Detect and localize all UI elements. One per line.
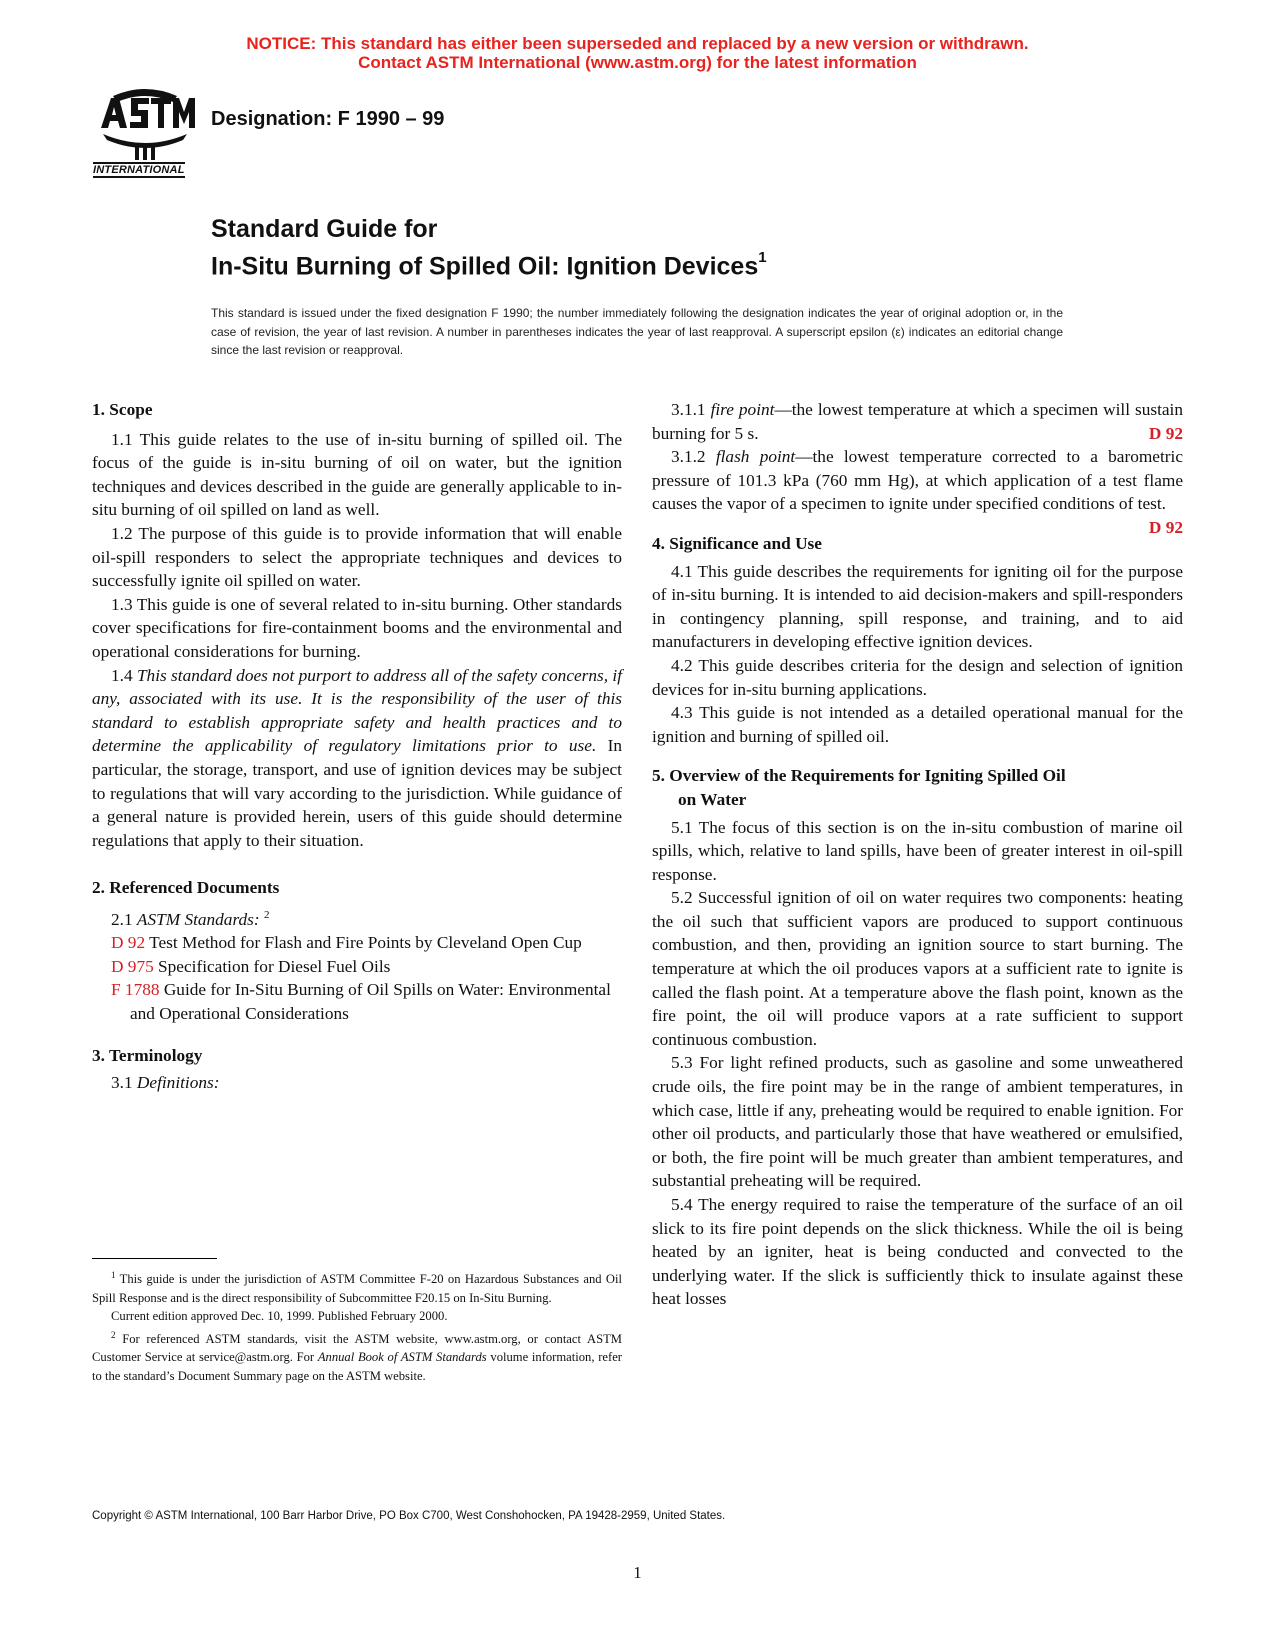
paragraph-1-3: 1.3 This guide is one of several related to in-situ burning. Other standards cover specifications for fire-containment booms and the environmental and operational considerations for burning. xyxy=(92,594,622,661)
right-column xyxy=(652,398,1183,1311)
standard-title: Test Method for Flash and Fire Points by Cleveland Open Cup xyxy=(145,933,582,953)
reference-link-d92[interactable]: D 92 xyxy=(1148,517,1183,537)
definition-fire-point: 3.1.1 fire point—the lowest temperature at which a specimen will sustain burning for 5 s. D 92 xyxy=(652,398,1183,445)
reference-link-d92[interactable]: D 92 xyxy=(1148,423,1183,443)
referenced-standard-item xyxy=(111,931,622,955)
definition-flash-point: 3.1.2 flash point—the lowest temperature corrected to a barometric pressure of 101.3 kPa (760 mm Hg), at which application of a test flame causes the vapor of a specimen to ignite under specified conditions of test. D 92 xyxy=(652,445,1183,516)
copyright-notice: Copyright © ASTM International, 100 Barr Harbor Drive, PO Box C700, West Conshohocken, PA 19428-2959, United States. xyxy=(92,1510,726,1522)
referenced-standard-item xyxy=(111,955,622,979)
logo-text: INTERNATIONAL xyxy=(93,164,185,176)
paragraph-5-3: 5.3 For light refined products, such as gasoline and some unweathered crude oils, the fire point may be in the range of ambient temperatures, in which case, little if any, preheating would be required to enable ignition. For other oil products, and particularly those that have weathered or emulsified, or both, the fire point will be much greater than ambient temperatures, and substantial preheating will be required. xyxy=(652,1053,1183,1191)
standard-code-link[interactable]: D 975 xyxy=(111,956,154,976)
paragraph-1-1: 1.1 This guide relates to the use of in-situ burning of spilled oil. The focus of the guide is in-situ burning of oil on water, but the ignition techniques and devices described in the guide are generally applicable to in-situ burning of oil spilled on land as well. xyxy=(92,429,622,520)
section-heading-significance: 4. Significance and Use xyxy=(652,533,822,553)
paragraph-1-2: 1.2 The purpose of this guide is to provide information that will enable oil-spill responders to select the appropriate techniques and devices to successfully ignite oil spilled on water. xyxy=(92,523,622,591)
notice-line-1: NOTICE: This standard has either been superseded and replaced by a new version or withdrawn. xyxy=(246,34,1029,53)
section-heading-scope: 1. Scope xyxy=(92,400,153,419)
referenced-standards-list xyxy=(92,931,622,1025)
issuance-statement: This standard is issued under the fixed designation F 1990; the number immediately following the designation indicates the year of original adoption or, in the case of revision, the year of last revision. A number in parentheses indicates the year of last reapproval. A superscript epsilon (ε) indicates an editorial change since the last revision or reapproval. xyxy=(211,306,1063,357)
paragraph-2-1: 2.1 ASTM Standards: $^2$ xyxy=(111,908,270,929)
notice-line-2: Contact ASTM International (www.astm.org) for the latest information xyxy=(358,53,917,72)
section-heading-referenced-documents: 2. Referenced Documents xyxy=(92,878,280,898)
footnote-2: $^2$ For referenced ASTM standards, visit the ASTM website, www.astm.org, or contact ASTM Customer Service at service@astm.org. For Annual Book of ASTM Standards volume information, refer to the standard’s Document Summary page on the ASTM website. xyxy=(92,1329,622,1383)
footnote-divider xyxy=(92,1258,217,1259)
document-title xyxy=(211,214,767,282)
designation: Designation: F 1990 – 99 xyxy=(211,108,445,130)
footnote-1-edition: Current edition approved Dec. 10, 1999. Published February 2000. xyxy=(111,1309,448,1324)
paragraph-5-4: 5.4 The energy required to raise the temperature of the surface of an oil slick to its fire point depends on the slick thickness. While the oil is being heated by an igniter, heat is being conducted and convected to the underlying water. If the slick is sufficiently thick to insulate against these heat losses xyxy=(652,1195,1183,1309)
footnote-1: $^1$ This guide is under the jurisdiction of ASTM Committee F-20 on Hazardous Substances and Oil Spill Response and is the direct responsibility of Subcommittee F20.15 on In-Situ Burning. xyxy=(92,1270,622,1305)
title-line-1: Standard Guide for xyxy=(211,215,438,243)
standard-title: Guide for In-Situ Burning of Oil Spills on Water: Environmental and Operational Considerations xyxy=(130,980,611,1024)
standard-code-link[interactable]: F 1788 xyxy=(111,980,160,1000)
withdrawal-notice xyxy=(0,34,1275,72)
paragraph-5-1: 5.1 The focus of this section is on the in-situ combustion of marine oil spills, which, relative to land spills, have been of greater interest in oil-spill response. xyxy=(652,817,1183,884)
paragraph-3-1: 3.1 Definitions: xyxy=(111,1073,220,1093)
footnotes xyxy=(92,1266,622,1385)
astm-international-logo-icon xyxy=(93,86,198,181)
paragraph-1-4: 1.4 This standard does not purport to address all of the safety concerns, if any, associated with its use. It is the responsibility of the user of this standard to establish appropriate safety and health practices and to determine the applicability of regulatory limitations prior to use. In particular, the storage, transport, and use of ignition devices may be subject to regulations that will vary according to the jurisdiction. While guidance of a general nature is provided herein, users of this guide should determine regulations that apply to their situation. xyxy=(92,665,622,850)
standard-title: Specification for Diesel Fuel Oils xyxy=(153,956,391,976)
title-footnote-mark: 1 xyxy=(758,249,767,266)
paragraph-4-1: 4.1 This guide describes the requirements for igniting oil for the purpose of in-situ burning. It is intended to aid decision-makers and spill-responders in contingency planning, spill response, and training, and to aid manufacturers in developing effective ignition devices. xyxy=(652,561,1183,652)
referenced-standard-item xyxy=(111,978,622,1025)
page-number: 1 xyxy=(633,1563,642,1582)
title-line-2: In-Situ Burning of Spilled Oil: Ignition Devices$^1$ xyxy=(211,249,767,281)
section-heading-terminology: 3. Terminology xyxy=(92,1045,203,1065)
section-heading-overview: 5. Overview of the Requirements for Igniting Spilled Oil on Water xyxy=(652,766,1066,809)
paragraph-4-3: 4.3 This guide is not intended as a detailed operational manual for the ignition and burning of spilled oil. xyxy=(652,703,1183,746)
left-column xyxy=(92,398,622,1095)
standard-code-link[interactable]: D 92 xyxy=(111,933,146,953)
paragraph-4-2: 4.2 This guide describes criteria for the design and selection of ignition devices for in-situ burning applications. xyxy=(652,655,1183,699)
paragraph-5-2: 5.2 Successful ignition of oil on water requires two components: heating the oil such that sufficient vapors are produced to support continuous combustion, and then, providing an ignition source to start burning. The temperature at which the oil produces vapors at a sufficient rate to ignite is called the flash point. At a temperature above the flash point, known as the fire point, the oil will produce vapors at a rate sufficient to support continuous combustion. xyxy=(652,888,1183,1049)
